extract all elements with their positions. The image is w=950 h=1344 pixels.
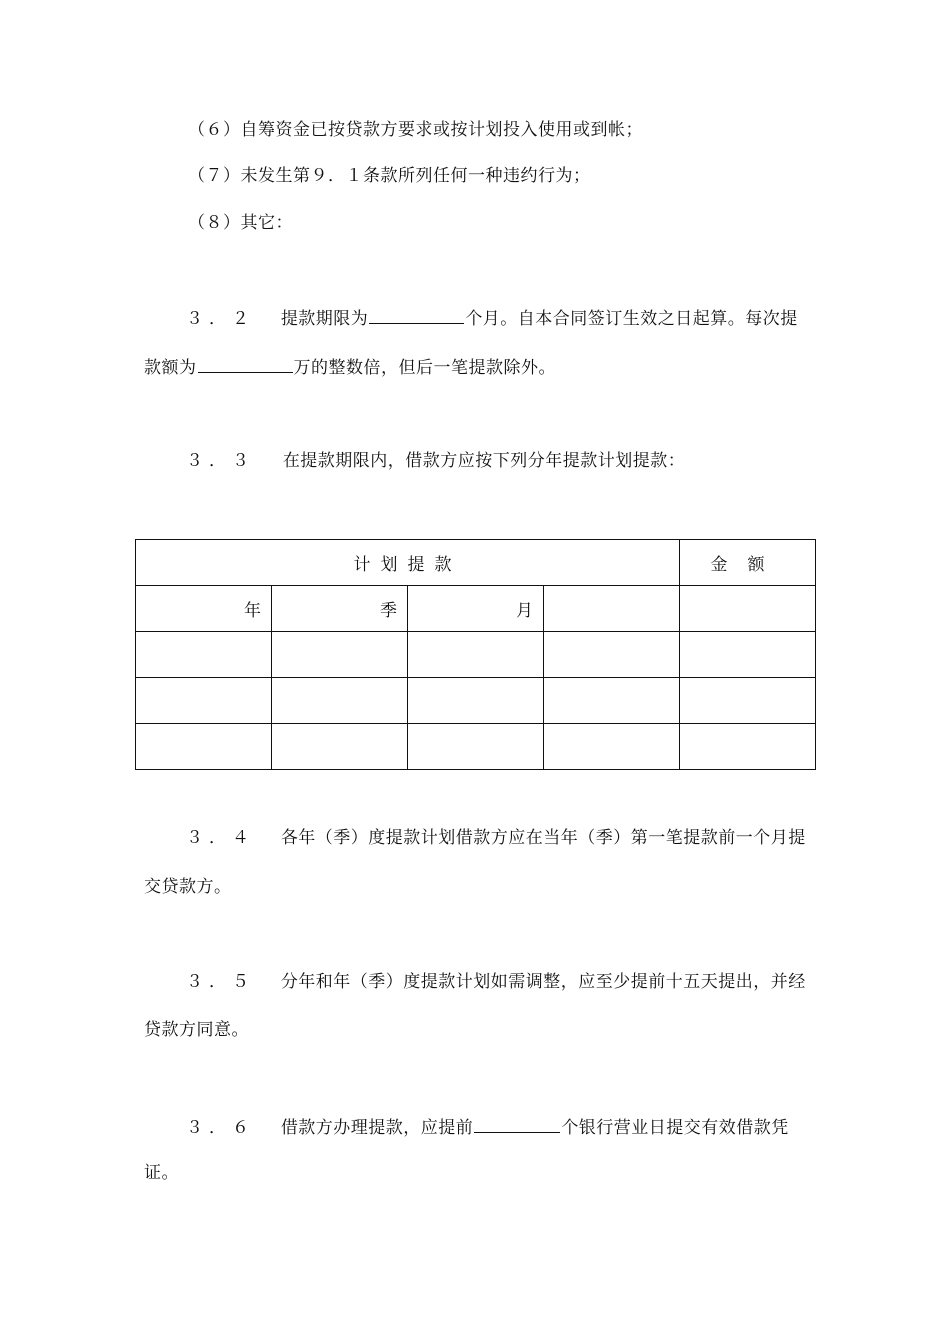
table-cell[interactable] bbox=[544, 724, 680, 770]
clause-text: 借款方办理提款，应提前 bbox=[280, 1118, 474, 1138]
table-cell[interactable] bbox=[544, 586, 680, 632]
clause-3-2-line-2 bbox=[144, 355, 556, 379]
clause-text: 个银行营业日提交有效借款凭 bbox=[561, 1118, 789, 1138]
table-cell[interactable] bbox=[680, 586, 816, 632]
table-cell[interactable] bbox=[680, 678, 816, 724]
table-cell[interactable] bbox=[272, 632, 408, 678]
clause-number: ３．４ bbox=[186, 828, 255, 848]
table-cell[interactable] bbox=[544, 632, 680, 678]
clause-3-5-line-1 bbox=[186, 971, 806, 993]
table-header-row bbox=[136, 540, 816, 586]
header-amount: 金额 bbox=[680, 540, 816, 586]
table-cell[interactable] bbox=[272, 724, 408, 770]
clause-3-6-line-2: 证。 bbox=[144, 1163, 179, 1183]
clause-3-4-line-2: 交贷款方。 bbox=[144, 877, 232, 897]
table-cell[interactable] bbox=[408, 632, 544, 678]
table-cell[interactable] bbox=[136, 632, 272, 678]
clause-text: 款额为 bbox=[144, 358, 197, 378]
clause-text: 各年（季）度提款计划借款方应在当年（季）第一笔提款前一个月提 bbox=[280, 828, 806, 848]
subheader-month: 月 bbox=[408, 586, 544, 632]
clause-text: 提款期限为 bbox=[280, 309, 369, 329]
withdrawal-plan-table bbox=[135, 539, 816, 770]
table-cell[interactable] bbox=[680, 632, 816, 678]
table-cell[interactable] bbox=[408, 678, 544, 724]
table-cell[interactable] bbox=[544, 678, 680, 724]
condition-item-8: （８）其它： bbox=[188, 213, 293, 233]
clause-3-6-line-1 bbox=[186, 1115, 789, 1139]
table-cell[interactable] bbox=[136, 724, 272, 770]
table-cell[interactable] bbox=[680, 724, 816, 770]
fill-in-blank[interactable] bbox=[474, 1115, 560, 1133]
table-row bbox=[136, 724, 816, 770]
clause-text: 个月。自本合同签订生效之日起算。每次提 bbox=[465, 309, 798, 329]
clause-number: ３．６ bbox=[186, 1118, 255, 1138]
clause-text: 在提款期限内，借款方应按下列分年提款计划提款： bbox=[282, 451, 686, 471]
table-cell[interactable] bbox=[272, 678, 408, 724]
subheader-season: 季 bbox=[272, 586, 408, 632]
condition-item-6: （６）自筹资金已按贷款方要求或按计划投入使用或到帐； bbox=[188, 120, 643, 140]
clause-3-3 bbox=[186, 450, 685, 472]
condition-item-7: （７）未发生第９．１条款所列任何一种违约行为； bbox=[188, 166, 591, 186]
clause-3-4-line-1 bbox=[186, 827, 806, 849]
clause-number: ３．５ bbox=[186, 972, 255, 992]
header-plan: 计划提款 bbox=[136, 540, 680, 586]
clause-number: ３．３ bbox=[186, 451, 255, 471]
clause-3-5-line-2: 贷款方同意。 bbox=[144, 1020, 249, 1040]
clause-3-2-line-1 bbox=[186, 306, 798, 330]
clause-text: 万的整数倍，但后一笔提款除外。 bbox=[293, 358, 556, 378]
table-row bbox=[136, 632, 816, 678]
fill-in-blank[interactable] bbox=[198, 355, 293, 373]
clause-number: ３．２ bbox=[186, 309, 255, 329]
table-row bbox=[136, 678, 816, 724]
table-cell[interactable] bbox=[136, 678, 272, 724]
fill-in-blank[interactable] bbox=[369, 306, 464, 324]
table-cell[interactable] bbox=[408, 724, 544, 770]
table-subheader-row bbox=[136, 586, 816, 632]
subheader-year: 年 bbox=[136, 586, 272, 632]
clause-text: 分年和年（季）度提款计划如需调整，应至少提前十五天提出，并经 bbox=[280, 972, 806, 992]
